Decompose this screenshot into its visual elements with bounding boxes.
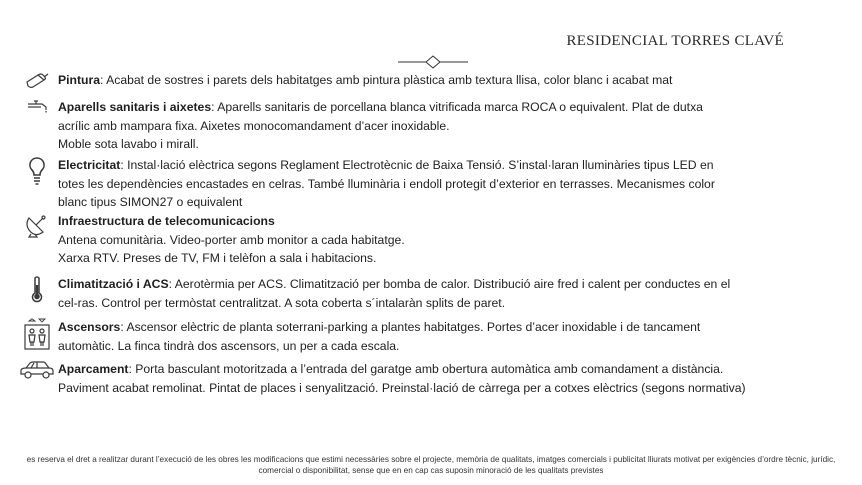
- separator: :: [211, 100, 218, 114]
- faucet-icon: [16, 98, 58, 154]
- spec-item-electricitat: [16, 156, 756, 212]
- spec-title: Aparcament: [58, 362, 129, 376]
- spec-item-sanitaris: [16, 98, 756, 154]
- spec-text: [58, 275, 730, 312]
- disclaimer-footer: [0, 454, 862, 476]
- elevator-icon: [16, 318, 58, 355]
- spec-title: Aparells sanitaris i aixetes: [58, 100, 212, 114]
- spec-line: Paviment acabat remolinat. Pintat de places i senyalització. Preinstal·lació de càrrega per a cotxes elèctrics (segons normativa): [58, 380, 746, 395]
- divider-ornament: [398, 55, 468, 69]
- spec-line: Acabat de sostres i parets dels habitatges amb pintura plàstica amb textura llisa, color blanc i acabat mat: [106, 73, 673, 87]
- brand-title: RESIDENCIAL TORRES CLAVÉ: [566, 33, 784, 49]
- separator: :: [120, 320, 127, 334]
- spec-line: Moble sota lavabo i mirall.: [58, 137, 199, 151]
- spec-line: blanc tipus SIMON27 o equivalent: [58, 195, 243, 209]
- car-icon: [16, 360, 58, 397]
- spec-line: Aerotèrmia per ACS. Climatització per bomba de calor. Distribució aire fred i calent per conductes en el: [174, 277, 731, 291]
- separator: :: [120, 158, 128, 172]
- spec-line: automàtic. La finca tindrà dos ascensors, un per a cada escala.: [58, 338, 400, 353]
- footer-line: comercial o disponibilitat, sense que en en cap cas suposin minoració de les qualitats previstes: [258, 466, 604, 475]
- spec-text: [58, 212, 405, 268]
- spec-title: Infraestructura de telecomunicacions: [58, 214, 275, 228]
- spec-line: acrílic amb mampara fixa. Aixetes monocomandament d’acer inoxidable.: [58, 118, 450, 133]
- spec-item-ascensors: [16, 318, 756, 355]
- spec-title: Electricitat: [58, 158, 121, 172]
- footer-line: es reserva el dret a realitzar durant l’execució de les obres les modificacions que estimi necessàries sobre el projecte, memòria de qualitats, imatges comercials i publicitat lliurats motivat per exigències d’ordre tècnic, jurídic,: [26, 455, 836, 464]
- thermometer-icon: [16, 275, 58, 312]
- spec-title: Climatització i ACS: [58, 277, 169, 291]
- satellite-dish-icon: [16, 212, 58, 268]
- spec-text: [58, 360, 746, 397]
- spec-text: [58, 71, 672, 90]
- spec-line: Antena comunitària. Video-porter amb monitor a cada habitatge.: [58, 232, 405, 247]
- spec-title: Pintura: [58, 73, 100, 87]
- spec-line: Aparells sanitaris de porcellana blanca vitrificada marca ROCA o equivalent. Plat de dutxa: [217, 100, 703, 114]
- separator: :: [168, 277, 175, 291]
- spec-line: Ascensor elèctric de planta soterrani-parking a plantes habitatges. Portes d’acer inoxidable i de tancament: [126, 320, 701, 334]
- spec-text: [58, 156, 715, 212]
- paint-roller-icon: [16, 71, 58, 90]
- spec-item-pintura: [16, 71, 756, 90]
- spec-item-climatitzacio: [16, 275, 756, 312]
- spec-line: Xarxa RTV. Preses de TV, FM i telèfon a sala i habitacions.: [58, 251, 377, 265]
- spec-line: Instal·lació elèctrica segons Reglament Electrotècnic de Baixa Tensió. S’instal·laran lluminàries tipus LED en: [127, 158, 714, 172]
- spec-line: Porta basculant motoritzada a l’entrada del garatge amb obertura automàtica amb comandament a distància.: [135, 362, 724, 376]
- spec-item-aparcament: [16, 360, 756, 397]
- spec-item-telecomunicacions: [16, 212, 756, 268]
- spec-line: totes les dependències encastades en celras. També lluminària i endoll protegit d’exterior en terrasses. Mecanismes color: [58, 176, 715, 191]
- separator: :: [128, 362, 136, 376]
- spec-line: cel-ras. Control per termòstat centralitzat. A sota coberta s´intalaràn splits de paret.: [58, 295, 506, 310]
- spec-text: [58, 318, 700, 355]
- separator: :: [99, 73, 107, 87]
- spec-text: [58, 98, 703, 154]
- spec-title: Ascensors: [58, 320, 121, 334]
- lightbulb-icon: [16, 156, 58, 212]
